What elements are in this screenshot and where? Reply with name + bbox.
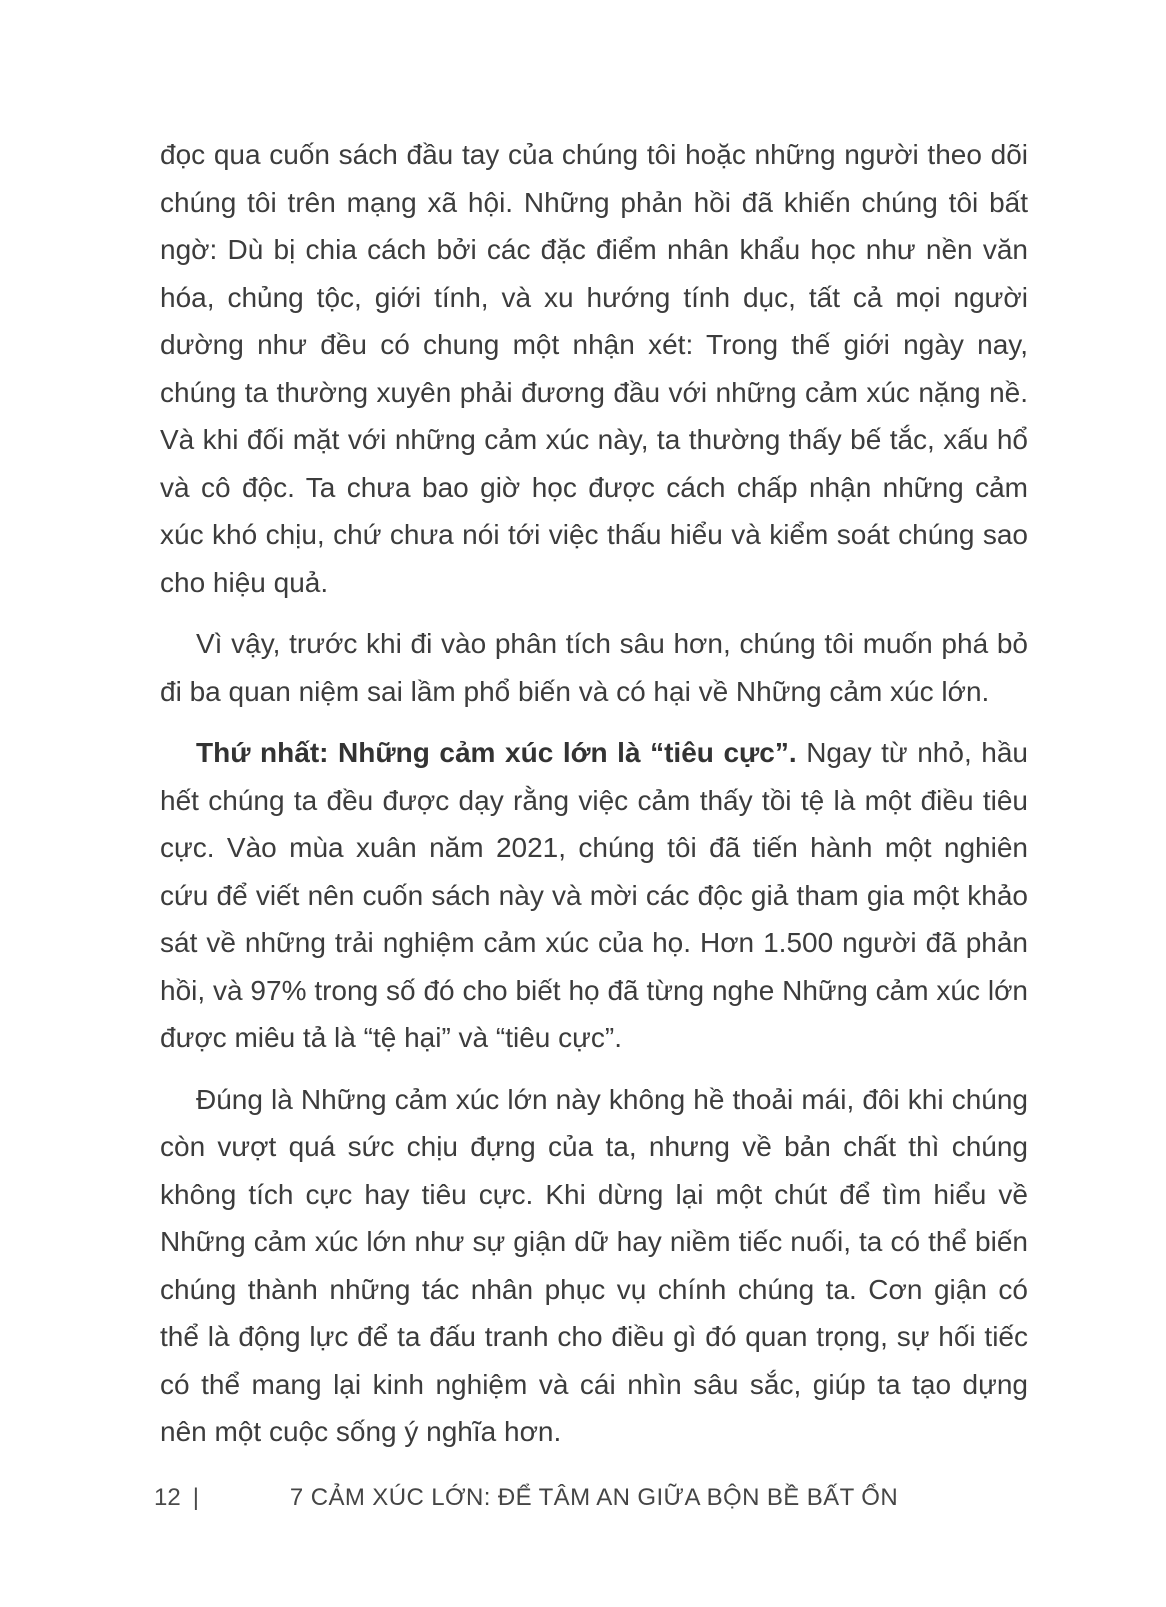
paragraph-2-text: Vì vậy, trước khi đi vào phân tích sâu hơn, chúng tôi muốn phá bỏ đi ba quan niệm sai lầm phổ biến và có hại về Những cảm xúc lớn.: [160, 628, 1028, 707]
running-title: 7 CẢM XÚC LỚN: ĐỂ TÂM AN GIỮA BỘN BỀ BẤT ỔN: [289, 1484, 899, 1511]
paragraph-1: [160, 131, 1028, 606]
paragraph-3-bold-lead: Thứ nhất: Những cảm xúc lớn là “tiêu cực”.: [196, 737, 797, 768]
paragraph-3: [160, 729, 1028, 1062]
footer-divider: |: [192, 1484, 199, 1511]
page-footer: [154, 1484, 1028, 1512]
footer-page-number-group: [154, 1484, 199, 1512]
page-body: [160, 131, 1028, 1470]
paragraph-2: [160, 620, 1028, 715]
paragraph-1-text: đọc qua cuốn sách đầu tay của chúng tôi hoặc những người theo dõi chúng tôi trên mạng xã hội. Những phản hồi đã khiến chúng tôi bất ngờ: Dù bị chia cách bởi các đặc điểm nhân khẩu học như nền văn hóa, chủng tộc, giới tính, và xu hướng tính dục, tất cả mọi người dường như đều có chung một nhận xét: Trong thế giới ngày nay, chúng ta thường xuyên phải đương đầu với những cảm xúc nặng nề. Và khi đối mặt với những cảm xúc này, ta thường thấy bế tắc, xấu hổ và cô độc. Ta chưa bao giờ học được cách chấp nhận những cảm xúc khó chịu, chứ chưa nói tới việc thấu hiểu và kiểm soát chúng sao cho hiệu quả.: [160, 139, 1028, 598]
page-number: 12: [154, 1484, 181, 1511]
paragraph-4-text: Đúng là Những cảm xúc lớn này không hề thoải mái, đôi khi chúng còn vượt quá sức chịu đựng của ta, nhưng về bản chất thì chúng không tích cực hay tiêu cực. Khi dừng lại một chút để tìm hiểu về Những cảm xúc lớn như sự giận dữ hay niềm tiếc nuối, ta có thể biến chúng thành những tác nhân phục vụ chính chúng ta. Cơn giận có thể là động lực để ta đấu tranh cho điều gì đó quan trọng, sự hối tiếc có thể mang lại kinh nghiệm và cái nhìn sâu sắc, giúp ta tạo dựng nên một cuộc sống ý nghĩa hơn.: [160, 1083, 1028, 1447]
paragraph-4: [160, 1076, 1028, 1456]
paragraph-3-text: Ngay từ nhỏ, hầu hết chúng ta đều được dạy rằng việc cảm thấy tồi tệ là một điều tiêu cực. Vào mùa xuân năm 2021, chúng tôi đã tiến hành một nghiên cứu để viết nên cuốn sách này và mời các độc giả tham gia một khảo sát về những trải nghiệm cảm xúc của họ. Hơn 1.500 người đã phản hồi, và 97% trong số đó cho biết họ đã từng nghe Những cảm xúc lớn được miêu tả là “tệ hại” và “tiêu cực”.: [160, 737, 1028, 1053]
